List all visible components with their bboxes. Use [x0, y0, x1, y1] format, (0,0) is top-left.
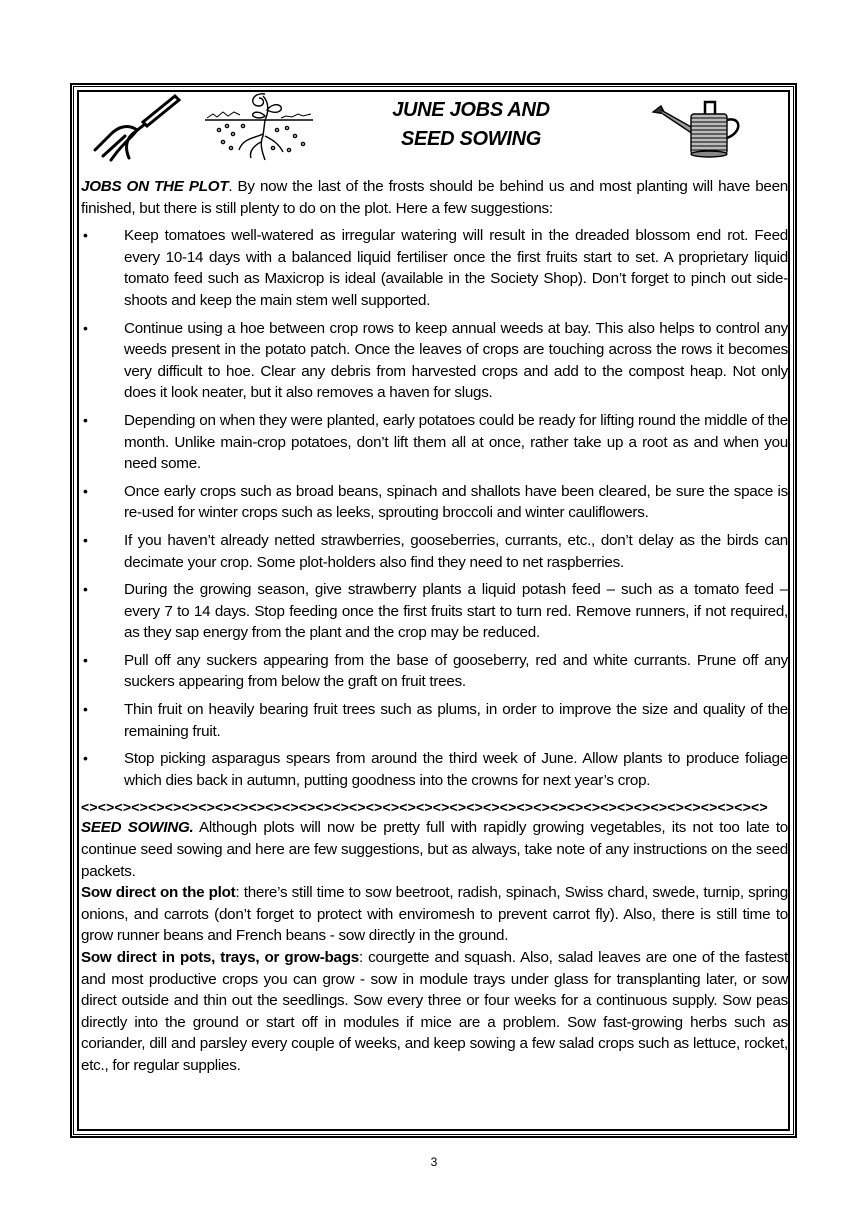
list-item-text: Depending on when they were planted, early potatoes could be ready for lifting round the middle of the month. Unlike main-crop potatoes, don’t lift them all at once, rather take up a root as and when you need some. — [124, 411, 788, 473]
jobs-intro-text: By now the last of the frosts should be behind us and most planting will have been finished, but there is still plenty to do on the plot. Here a few suggestions: — [81, 178, 789, 217]
sow-direct-plot — [81, 882, 788, 947]
list-item — [81, 410, 788, 475]
list-item-text: Continue using a hoe between crop rows to keep annual weeds at bay. This also helps to control any weeds present in the potato patch. Once the leaves of crops are touching across the rows it becomes very difficult to hoe. Clear any debris from harvested crops and add to the compost heap. Not only does it look neater, but it also removes a haven for slugs. — [124, 319, 788, 402]
page-number: 3 — [430, 1155, 438, 1169]
sow-direct-plot-label: Sow direct on the plot — [81, 884, 236, 902]
list-item — [81, 481, 788, 524]
list-item — [81, 650, 788, 693]
list-item-text: Once early crops such as broad beans, spinach and shallots have been cleared, be sure the space is re-used for winter crops such as leeks, sprouting broccoli and winter cauliflowers. — [124, 482, 788, 522]
bullet-icon: • — [83, 411, 88, 428]
sow-direct-pots-label: Sow direct in pots, trays, or grow-bags — [81, 949, 359, 966]
list-item — [81, 318, 788, 404]
watering-can-icon — [651, 98, 747, 160]
title-line-1: JUNE JOBS AND — [392, 99, 550, 121]
jobs-heading-punct: . — [228, 178, 233, 195]
sow-direct-pots — [81, 947, 788, 1077]
list-item — [81, 225, 788, 311]
sow-direct-plot-text: : there’s still time to sow beetroot, radish, spinach, Swiss chard, swede, turnip, spring onions, and carrots (don’t forget to protect with enviromesh to prevent carrot fly). Also, there is still time to grow runner beans and French beans - sow directly in the ground. — [81, 884, 788, 945]
title-line-2: SEED SOWING — [400, 128, 542, 150]
section-divider: <><><><><><><><><><><><><><><><><><><><><><><><><><><><><><><><><><><><><><><><><> — [81, 799, 768, 816]
list-item — [81, 530, 788, 573]
jobs-intro — [81, 176, 788, 219]
bullet-icon: • — [83, 750, 88, 767]
garden-fork-icon — [89, 92, 181, 162]
list-item-text: Keep tomatoes well-watered as irregular watering will result in the dreaded blossom end rot. Feed every 10-14 days with a balanced liquid fertiliser once the first fruits start to set. A proprietary liquid tomato feed such as Maxicrop is ideal (available in the Society Shop). Don’t forget to pinch out side-shoots and keep the main stem well supported. — [124, 227, 788, 309]
bullet-icon: • — [83, 651, 88, 668]
newsletter-article — [81, 92, 788, 1077]
jobs-list — [81, 225, 788, 791]
list-item-text: If you haven’t already netted strawberries, gooseberries, currants, etc., don’t delay as the birds can decimate your crop. Some plot-holders also find they need to net raspberries. — [124, 531, 788, 571]
bullet-icon: • — [83, 581, 88, 598]
list-item-text: Pull off any suckers appearing from the base of gooseberry, red and white currants. Prune off any suckers appearing from below the graft on fruit trees. — [124, 651, 788, 691]
bullet-icon: • — [83, 319, 88, 336]
bullet-icon: • — [83, 227, 88, 244]
seedling-icon — [203, 92, 315, 162]
bullet-icon: • — [83, 482, 88, 499]
bullet-icon: • — [83, 531, 88, 548]
list-item — [81, 699, 788, 742]
jobs-heading: JOBS ON THE PLOT — [81, 178, 229, 195]
article-header — [81, 92, 788, 174]
bullet-icon: • — [83, 701, 88, 718]
list-item — [81, 579, 788, 644]
sow-direct-pots-text: : courgette and squash. Also, salad leaves are one of the fastest and most productive crops you can grow - sow in module trays under glass for transplanting later, or sow direct outside and thin out the seedlings. Sow every three or four weeks for a continuous supply. Sow peas directly into the ground or start off in modules if mice are a problem. Sow fast-growing herbs such as coriander, dill and parsley every couple of weeks, and keep sowing a few salad crops such as lettuce, rocket, etc., for regular supplies. — [81, 949, 788, 1074]
seed-sowing-intro-text: Although plots will now be pretty full with rapidly growing vegetables, its not too late to continue seed sowing and here are few suggestions, but as always, take note of any instructions on the seed packets. — [81, 819, 789, 880]
list-item — [81, 748, 788, 791]
seed-sowing-heading: SEED SOWING. — [81, 819, 194, 837]
list-item-text: Stop picking asparagus spears from around the third week of June. Allow plants to produce foliage which dies back in autumn, putting goodness into the crowns for next year’s crop. — [124, 750, 788, 789]
page-title — [381, 96, 561, 154]
list-item-text: During the growing season, give strawberry plants a liquid potash feed – such as a tomato feed – every 7 to 14 days. Stop feeding once the first fruits start to turn red. Remove runners, if not required, as they sap energy from the plant and the crop may be reduced. — [124, 581, 788, 642]
seed-sowing-intro — [81, 817, 788, 882]
list-item-text: Thin fruit on heavily bearing fruit trees such as plums, in order to improve the size and quality of the remaining fruit. — [124, 701, 788, 740]
